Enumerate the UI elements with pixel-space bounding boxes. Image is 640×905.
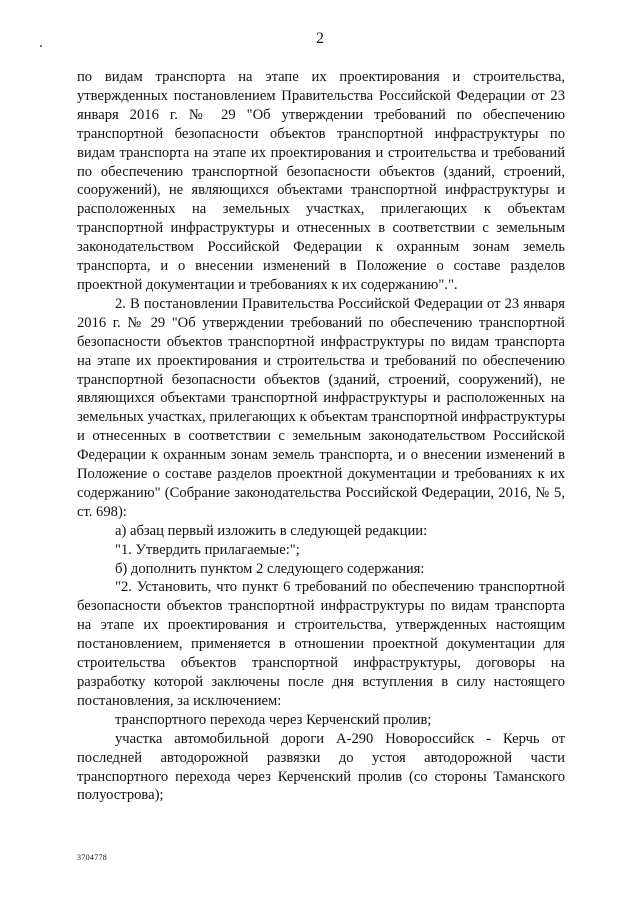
paragraph-exception-1: транспортного перехода через Керченский пролив; [115,711,432,728]
document-code: 3704778 [77,853,108,862]
paragraph-subitem-a: а) абзац первый изложить в следующей редакции: [115,522,428,539]
paragraph-quote-1: "1. Утвердить прилагаемые:"; [115,541,300,558]
document-body [77,68,565,805]
paragraph-subitem-b: б) дополнить пунктом 2 следующего содержания: [115,560,425,577]
paragraph-quote-2: "2. Установить, что пункт 6 требований по обеспечению транспортной безопасности объектов транспортной инфраструктуры по видам транспорта на этапе их проектирования и строительства, утвержденных настоящим постановлением, применяется в отношении проектной документации для строительства объектов транспортной инфраструктуры, договоры на разработку которой заключены после дня вступления в силу настоящего постановления, за исключением: [77,579,565,709]
paragraph-continuation: по видам транспорта на этапе их проектирования и строительства, утвержденных постановлением Правительства Российской Федерации от 23 января 2016 г. № 29 "Об утверждении требований по обеспечению транспортной безопасности объектов транспортной инфраструктуры по видам транспорта на этапе их проектирования и строительства и требований по обеспечению транспортной безопасности объектов (зданий, строений, сооружений), не являющихся объектами транспортной инфраструктуры и расположенных на земельных участках, прилегающих к объектам транспортной инфраструктуры и отнесенных в соответствии с земельным законодательством Российской Федерации к охранным зонам земель транспорта, и о внесении изменений в Положение о составе разделов проектной документации и требованиях к их содержанию".". [77,69,565,293]
paragraph-item-2: 2. В постановлении Правительства Российской Федерации от 23 января 2016 г. № 29 "Об утверждении требований по обеспечению транспортной безопасности объектов транспортной инфраструктуры по видам транспорта на этапе их проектирования и строительства и требований по обеспечению транспортной безопасности объектов (зданий, строений, сооружений), не являющихся объектами транспортной инфраструктуры и расположенных на земельных участках, прилегающих к объектам транспортной инфраструктуры и отнесенных в соответствии с земельным законодательством Российской Федерации к охранным зонам земель транспорта, и о внесении изменений в Положение о составе разделов проектной документации и требованиях к их содержанию" (Собрание законодательства Российской Федерации, 2016, № 5, ст. 698): [77,295,565,520]
paragraph-exception-2: участка автомобильной дороги А-290 Новороссийск - Керчь от последней автодорожной развязки до устоя автодорожной части транспортного перехода через Керченский пролив (со стороны Таманского полуострова); [77,730,565,804]
page-number: 2 [316,30,324,47]
